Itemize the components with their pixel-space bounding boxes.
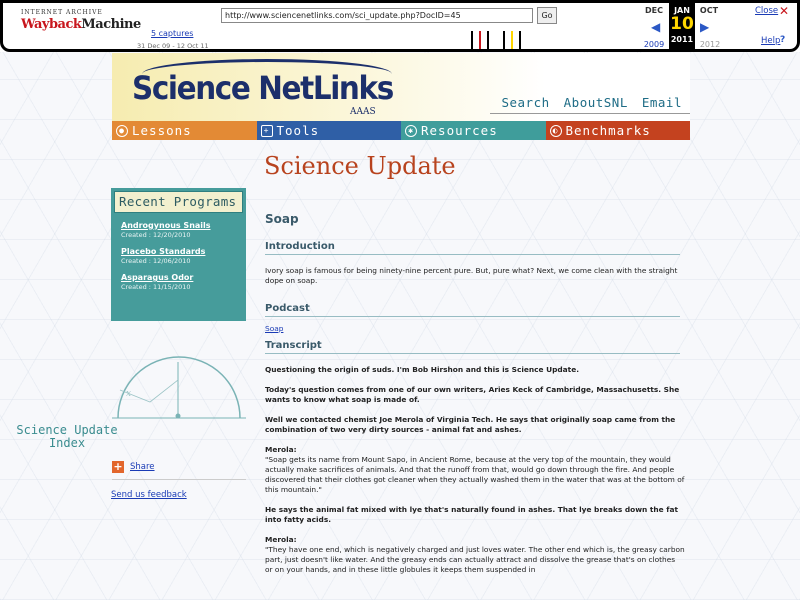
tab-lessons-label: Lessons [132, 123, 192, 138]
program-link[interactable]: Androgynous Snails [121, 221, 211, 230]
tab-tools-label: Tools [276, 123, 320, 138]
speaker-label: Merola: [265, 445, 297, 454]
current-month: JAN [674, 6, 690, 15]
tab-tools[interactable] [257, 121, 402, 140]
tab-benchmarks-label: Benchmarks [565, 123, 651, 138]
spark-bar [471, 31, 473, 49]
site-banner [112, 53, 690, 121]
benchmarks-icon: ◐ [550, 125, 562, 137]
date-range: 31 Dec 09 - 12 Oct 11 [137, 42, 209, 50]
main-nav [112, 121, 690, 140]
share-plus-icon: + [113, 460, 123, 473]
current-year: 2011 [670, 35, 694, 44]
transcript-heading: Transcript [265, 340, 680, 354]
about-link[interactable]: AboutSNL [563, 95, 628, 110]
podcast-link[interactable]: Soap [265, 324, 284, 333]
transcript-quote-2: "They have one end, which is negatively charged and just loves water. The other end which is, the greasy carbon part, just doesn't like water. And the greasy ends can actually attract and dissolve the grease that's on clothes or on your hands, and in these little globules it keeps them suspended in [265, 545, 685, 574]
wayback-url-input[interactable]: http://www.sciencenetlinks.com/sci_update.php?DocID=45 [221, 8, 533, 23]
tools-icon: + [261, 125, 273, 137]
list-item [121, 221, 246, 239]
spark-bar [519, 31, 521, 49]
program-date: Created : 12/06/2010 [121, 257, 191, 265]
transcript-para-2: Today's question comes from one of our own writers, Aries Keck of Cambridge, Massachusetts. She wants to know what soap is made of. [265, 385, 680, 404]
index-x-symbol: x [126, 389, 132, 399]
close-link[interactable]: Close [755, 6, 779, 16]
top-links [501, 95, 682, 110]
captures-link[interactable]: 5 captures [151, 29, 194, 38]
capture-sparkline[interactable] [235, 29, 635, 49]
article-title: Soap [265, 212, 299, 226]
wayback-wordmark [21, 17, 141, 32]
spark-bar [503, 31, 505, 49]
intro-text: Ivory soap is famous for being ninety-nine percent pure. But, pure what? Next, we come clean with the straight dope on soap. [265, 266, 678, 285]
close-icon[interactable]: ✕ [779, 4, 790, 18]
current-day: 10 [670, 14, 694, 34]
help-icon[interactable]: ? [780, 35, 786, 45]
spark-bar [487, 31, 489, 49]
index-dot [176, 414, 181, 419]
prev-capture-arrow-icon[interactable]: ◀ [651, 20, 661, 34]
current-capture [669, 3, 695, 49]
help-link[interactable]: Help [761, 36, 781, 46]
sidebar-divider [112, 479, 246, 480]
spark-bar [479, 31, 481, 49]
next-capture-arrow-icon[interactable]: ▶ [700, 20, 710, 34]
tab-resources[interactable] [401, 121, 546, 140]
go-button[interactable]: Go [537, 7, 557, 24]
tab-lessons[interactable] [112, 121, 257, 140]
transcript-quote-1: "Soap gets its name from Mount Sapo, in Ancient Rome, because at the very top of the mountain, they would actually make sacrifices of animals. And that the runoff from that, would go down through the fire. And people discovered that their clothes got cleaner when they actually washed them in the water that was at the bottom of this mountain." [265, 455, 685, 494]
recent-programs-heading: Recent Programs [114, 191, 243, 213]
tab-benchmarks[interactable] [546, 121, 691, 140]
transcript-para-1: Questioning the origin of suds. I'm Bob Hirshon and this is Science Update. [265, 365, 580, 374]
next-year[interactable]: 2012 [699, 40, 721, 49]
index-arc [118, 357, 240, 418]
resources-icon: ✱ [405, 125, 417, 137]
program-link[interactable]: Placebo Standards [121, 247, 206, 256]
program-date: Created : 11/15/2010 [121, 283, 191, 291]
science-update-index-link[interactable] [0, 424, 134, 450]
list-item [121, 273, 246, 291]
top-links-divider [490, 113, 690, 114]
site-logo[interactable]: Science NetLinks [132, 69, 393, 107]
article [265, 212, 685, 575]
email-link[interactable]: Email [641, 95, 682, 110]
index-line2: Index [48, 436, 86, 450]
wayback-toolbar [0, 0, 800, 52]
intro-heading: Introduction [265, 241, 680, 255]
program-link[interactable]: Asparagus Odor [121, 273, 194, 282]
search-link[interactable]: Search [501, 95, 550, 110]
prev-month[interactable]: DEC [645, 6, 663, 15]
podcast-heading: Podcast [265, 303, 680, 317]
aaas-label: AAAS [350, 107, 376, 117]
lessons-icon: ● [116, 125, 128, 137]
transcript-para-3: Well we contacted chemist Joe Merola of Virginia Tech. He says that originally soap came from the combination of two very dirty sources - animal fat and ashes. [265, 415, 676, 434]
transcript-para-4: He says the animal fat mixed with lye that's naturally found in ashes. That lye breaks down the fat into fatty acids. [265, 505, 678, 524]
index-line1: Science Update [16, 423, 118, 437]
wayback-logo[interactable] [21, 9, 141, 32]
next-month[interactable]: OCT [699, 6, 719, 15]
wayback-word2: Machine [81, 17, 141, 32]
recent-programs-panel [111, 188, 246, 321]
wayback-word1: Wayback [21, 17, 82, 32]
send-feedback-link[interactable]: Send us feedback [111, 490, 187, 500]
page-title: Science Update [264, 152, 456, 180]
program-date: Created : 12/20/2010 [121, 231, 191, 239]
share-button[interactable] [112, 461, 155, 473]
spark-bar [511, 31, 513, 49]
speaker-label: Merola: [265, 535, 297, 544]
archive-label: INTERNET ARCHIVE [21, 9, 103, 16]
prev-year[interactable]: 2009 [643, 40, 665, 49]
tab-resources-label: Resources [421, 123, 498, 138]
share-label: Share [130, 462, 155, 472]
list-item [121, 247, 246, 265]
